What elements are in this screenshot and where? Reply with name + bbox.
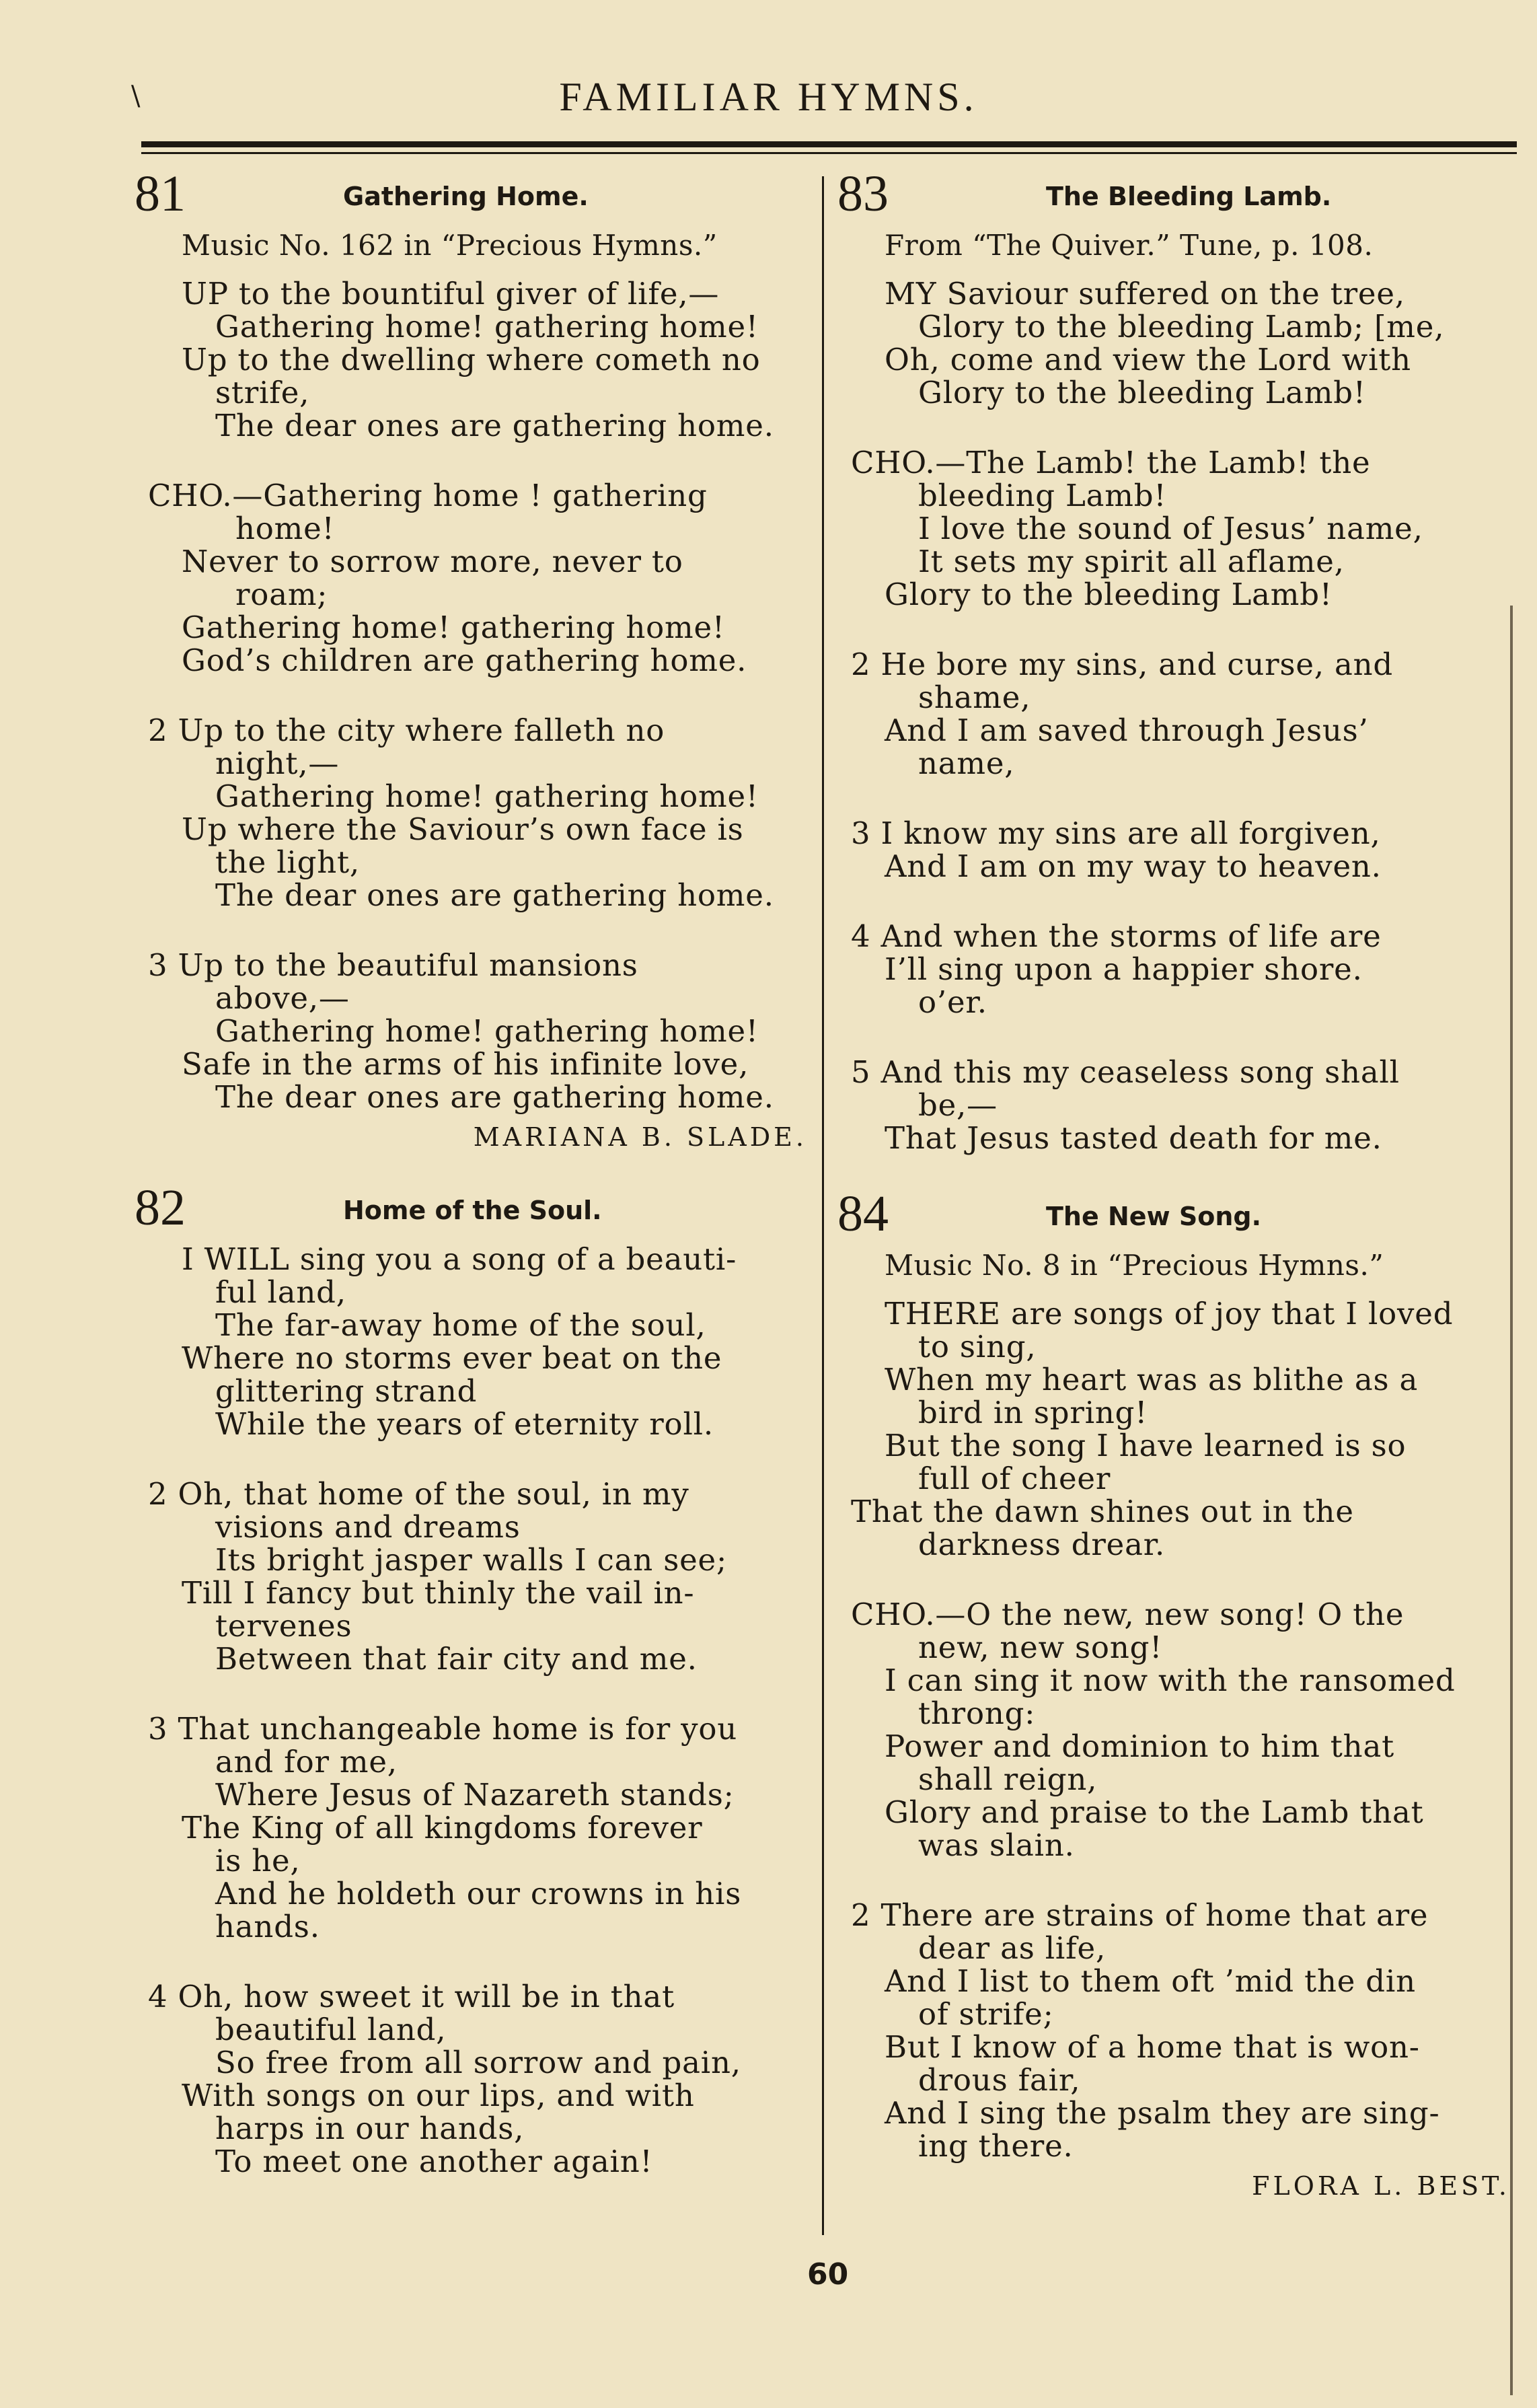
verse-line: glittering strand [215,1373,478,1409]
verse-line: I WILL sing you a song of a beauti- [182,1241,737,1277]
verse-line: to sing, [918,1329,1037,1364]
tune-note: Music No. 8 in “Precious Hymns.” [885,1249,1384,1282]
hymn-heading [135,1179,807,1243]
verse-line: 2 Oh, that home of the soul, in my [148,1476,689,1512]
verse-line: new, new song! [918,1630,1163,1665]
verse-line: Glory to the bleeding Lamb! [885,577,1333,612]
verse-line: I love the sound of Jesus’ name, [918,511,1423,546]
verse-line: and for me, [215,1744,398,1780]
binding-edge [1510,606,1513,2395]
verse-line: Never to sorrow more, never to [182,544,683,579]
stanza [135,1477,807,1675]
verse-line: 2 He bore my sins, and curse, and [851,647,1393,682]
verse-line: To meet one another again! [215,2144,653,2179]
stanza [135,949,807,1114]
hymn-heading [837,1185,1510,1249]
right-column [837,165,1510,2228]
verse-line: name, [918,745,1015,781]
hymn-number: 82 [135,1179,186,1236]
verse-line: above,— [215,980,350,1016]
verse-line: tervenes [215,1608,352,1644]
stanza [837,648,1510,780]
verse-line: darkness drear. [918,1527,1166,1562]
verse-line: Gathering home! gathering home! [215,1013,759,1049]
verse-line: I can sing it now with the ransomed [885,1663,1456,1698]
verse-line: CHO.—The Lamb! the Lamb! the [851,445,1371,480]
verse-line: MY Saviour suffered on the tree, [885,276,1405,312]
verse-line: Between that fair city and me. [215,1641,698,1677]
verse-line: Gathering home! gathering home! [182,610,725,645]
hymn-author: FLORA L. BEST. [1252,2171,1510,2201]
verse-line: night,— [215,745,340,781]
verse-line: be,— [918,1087,998,1123]
stanza [837,817,1510,883]
verse-line: The far-away home of the soul, [215,1307,706,1343]
verse-line: ful land, [215,1274,346,1310]
verse-line: That the dawn shines out in the [851,1494,1354,1529]
stanza [837,446,1510,611]
verse-line: With songs on our lips, and with [182,2078,695,2113]
hymn-81 [135,165,807,1152]
column-divider [822,176,824,2235]
verse-line: home! [235,511,335,546]
verse-line: And he holdeth our crowns in his [215,1876,742,1911]
verse-line: harps in our hands, [215,2111,525,2146]
verse-line: I’ll sing upon a happier shore. [885,951,1363,987]
stanza [135,479,807,677]
hymn-title: Home of the Soul. [343,1196,602,1225]
verse-line: visions and dreams [215,1509,521,1545]
verse-line: Till I fancy but thinly the vail in- [182,1575,695,1611]
verse-line: But the song I have learned is so [885,1428,1407,1463]
verse-line: But I know of a home that is won- [885,2029,1420,2065]
left-column [135,165,807,2215]
verse-line: strife, [215,375,310,410]
verse-line: Glory to the bleeding Lamb; [me, [918,309,1445,344]
verse-line: full of cheer [918,1461,1111,1496]
hymn-heading [837,165,1510,229]
verse-line: The King of all kingdoms forever [182,1810,703,1846]
verse-line: CHO.—Gathering home ! gathering [148,478,708,513]
verse-line: CHO.—O the new, new song! O the [851,1597,1404,1632]
verse-line: 4 Oh, how sweet it will be in that [148,1979,675,2014]
hymn-82 [135,1179,807,2178]
stanza [837,277,1510,409]
verse-line: 3 Up to the beautiful mansions [148,947,638,983]
tune-note: Music No. 162 in “Precious Hymns.” [182,229,718,262]
stanza [135,277,807,442]
tune-note: From “The Quiver.” Tune, p. 108. [885,229,1374,262]
verse-line: shame, [918,680,1031,715]
verse-line: was slain. [918,1827,1075,1863]
hymn-83 [837,165,1510,1155]
verse-line: Safe in the arms of his infinite love, [182,1046,749,1082]
verse-line: So free from all sorrow and pain, [215,2045,741,2080]
verse-line: o’er. [918,984,987,1020]
verse-line: THERE are songs of joy that I loved [885,1296,1454,1331]
verse-line: drous fair, [918,2062,1081,2098]
verse-line: The dear ones are gathering home. [215,408,774,443]
verse-line: Glory to the bleeding Lamb! [918,375,1366,410]
stanza [135,1243,807,1440]
verse-line: dear as life, [918,1930,1107,1966]
verse-line: 2 There are strains of home that are [851,1897,1429,1933]
stanza [837,920,1510,1019]
hymn-heading [135,165,807,229]
hymn-author: MARIANA B. SLADE. [473,1122,807,1152]
verse-line: throng: [918,1695,1036,1731]
verse-line: Power and dominion to him that [885,1728,1394,1764]
verse-line: And I am on my way to heaven. [885,848,1382,884]
stanza [135,1712,807,1943]
stanza [135,714,807,912]
stanza [837,1598,1510,1862]
verse-line: bird in spring! [918,1395,1148,1430]
verse-line: Where Jesus of Nazareth stands; [215,1777,735,1813]
hymn-title: The Bleeding Lamb. [1046,182,1332,211]
verse-line: 3 That unchangeable home is for you [148,1711,738,1747]
stanza [837,1899,1510,2162]
verse-line: ing there. [918,2128,1074,2164]
verse-line: Up to the dwelling where cometh no [182,342,761,377]
verse-line: That Jesus tasted death for me. [885,1120,1382,1156]
verse-line: hands. [215,1909,320,1944]
verse-line: Its bright jasper walls I can see; [215,1542,727,1578]
verse-line: bleeding Lamb! [918,478,1167,513]
verse-line: God’s children are gathering home. [182,643,747,678]
verse-line: UP to the bountiful giver of life,— [182,276,720,312]
hymn-84 [837,1185,1510,2201]
verse-line: Gathering home! gathering home! [215,309,759,344]
running-header: FAMILIAR HYMNS. [559,75,978,119]
verse-line: shall reign, [918,1761,1098,1797]
stanza [135,1980,807,2178]
stanza [837,1297,1510,1561]
hymn-title: The New Song. [1046,1202,1262,1231]
verse-line: And I am saved through Jesus’ [885,713,1369,748]
verse-line: Oh, come and view the Lord with [885,342,1411,377]
verse-line: of strife; [918,1996,1054,2032]
verse-line: the light, [215,844,360,880]
page-number: 60 [807,2257,849,2292]
verse-line: is he, [215,1843,301,1878]
verse-line: While the years of eternity roll. [215,1406,714,1442]
hymn-number: 84 [837,1185,889,1242]
verse-line: 4 And when the storms of life are [851,918,1382,954]
verse-line: The dear ones are gathering home. [215,1079,774,1115]
verse-line: It sets my spirit all aflame, [918,544,1345,579]
verse-line: 5 And this my ceaseless song shall [851,1054,1400,1090]
hymn-number: 81 [135,166,186,222]
verse-line: roam; [235,577,328,612]
hymn-number: 83 [837,166,889,222]
verse-line: And I sing the psalm they are sing- [885,2095,1440,2131]
verse-line: Gathering home! gathering home! [215,778,759,814]
verse-line: Where no storms ever beat on the [182,1340,722,1376]
verse-line: 2 Up to the city where falleth no [148,713,665,748]
verse-line: When my heart was as blithe as a [885,1362,1419,1397]
verse-line: Up where the Saviour’s own face is [182,811,744,847]
verse-line: The dear ones are gathering home. [215,877,774,913]
verse-line: 3 I know my sins are all forgiven, [851,815,1381,851]
margin-mark: \ [131,81,141,112]
stanza [837,1056,1510,1155]
header-rule-thick [141,141,1517,147]
hymn-title: Gathering Home. [343,182,589,211]
verse-line: Glory and praise to the Lamb that [885,1794,1424,1830]
verse-line: And I list to them oft ’mid the din [885,1963,1416,1999]
verse-line: beautiful land, [215,2012,447,2047]
header-rule-thin [141,152,1517,154]
